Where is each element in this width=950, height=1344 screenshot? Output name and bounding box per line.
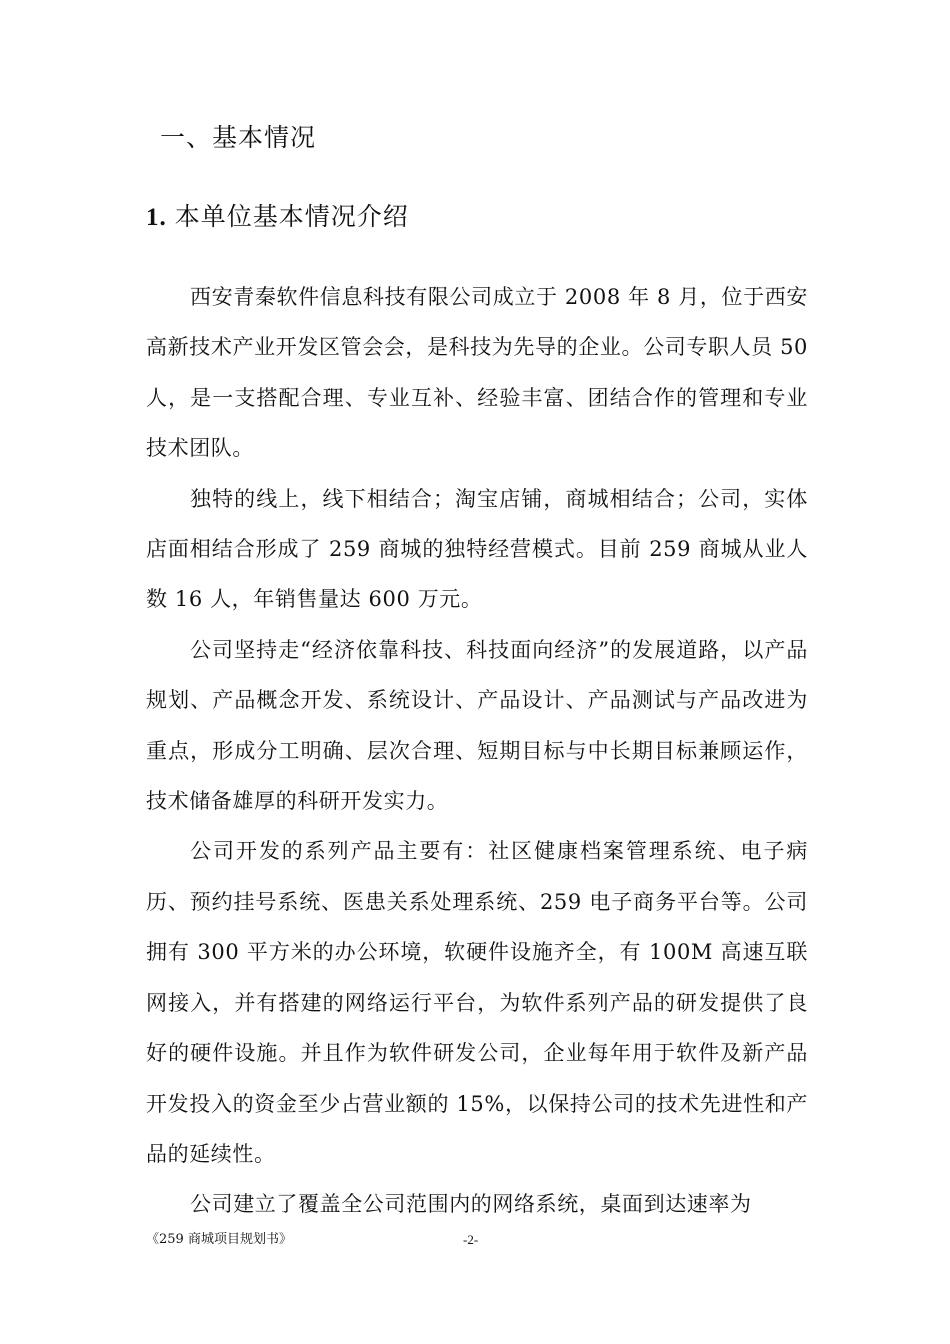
paragraph-products: 公司开发的系列产品主要有：社区健康档案管理系统、电子病历、预约挂号系统、医患关系处理系统、259 电子商务平台等。公司拥有 300 平方米的办公环境，软硬件设施齐全，有 100M 高速互联网接入，并有搭建的网络运行平台，为软件系列产品的研发提供了良好的硬件设施。并且作为软件研发公司，企业每年用于软件及新产品开发投入的资金至少占营业额的 15%，以保持公司的技术先进性和产品的延续性。 xyxy=(146,839,808,1166)
footer-document-title: 《259 商城项目规划书》 xyxy=(146,1232,292,1247)
subsection-heading xyxy=(146,197,409,238)
paragraph-company-intro: 西安青秦软件信息科技有限公司成立于 2008 年 8 月，位于西安高新技术产业开发区管会会，是科技为先导的企业。公司专职人员 50 人，是一支搭配合理、专业互补、经验丰富、团结合作的管理和专业技术团队。 xyxy=(146,285,808,461)
section-heading: 一、基本情况 xyxy=(160,123,317,152)
paragraph-network: 公司建立了覆盖全公司范围内的网络系统，桌面到达速率为 xyxy=(190,1192,752,1217)
page-footer xyxy=(0,1228,950,1252)
page-number: -2- xyxy=(463,1232,479,1247)
subsection-number: 1. xyxy=(146,204,167,231)
subsection-title: 本单位基本情况介绍 xyxy=(174,202,409,231)
paragraph-development-path: 公司坚持走“经济依靠科技、科技面向经济”的发展道路，以产品规划、产品概念开发、系统设计、产品设计、产品测试与产品改进为重点，形成分工明确、层次合理、短期目标与中长期目标兼顾运作，技术储备雄厚的科研开发实力。 xyxy=(146,637,808,814)
paragraph-business-model: 独特的线上，线下相结合；淘宝店铺，商城相结合；公司，实体店面相结合形成了 259 商城的独特经营模式。目前 259 商城从业人数 16 人，年销售量达 600 万元。 xyxy=(146,486,808,612)
body-text xyxy=(146,272,808,1230)
